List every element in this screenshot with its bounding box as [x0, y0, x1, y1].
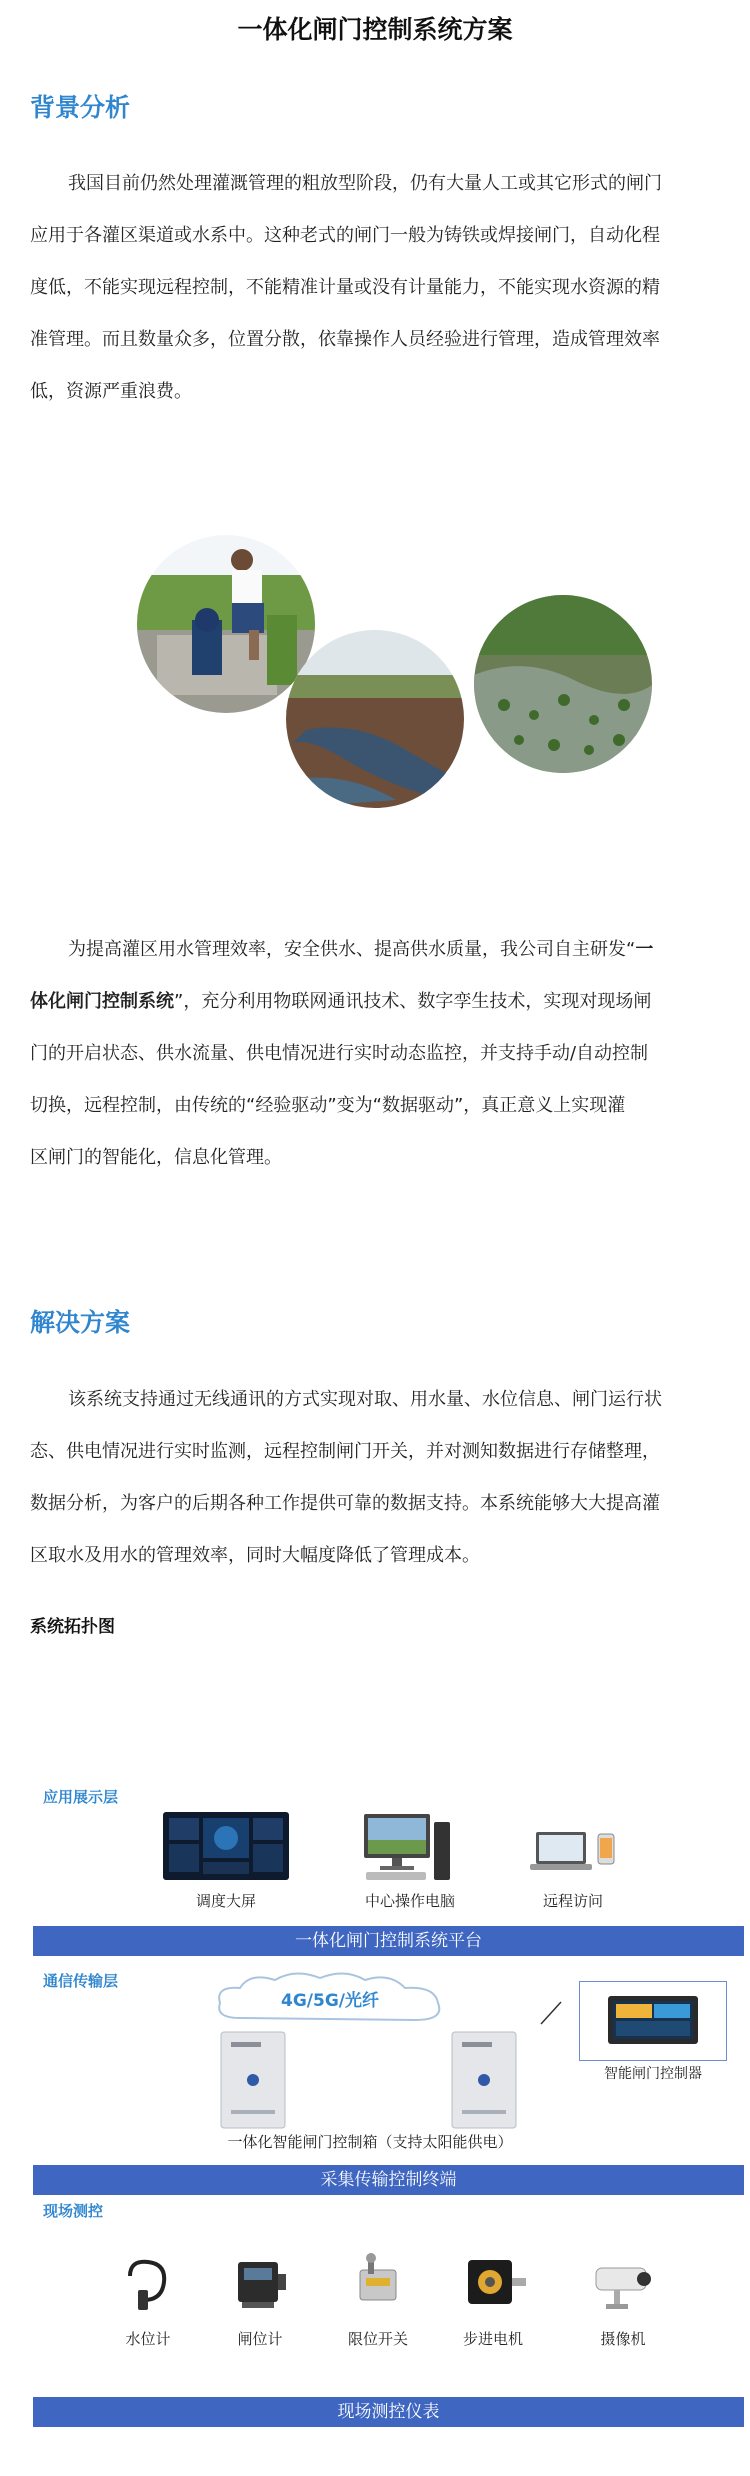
bg2-line-2-bold: 体化闸门控制系统: [30, 991, 174, 1012]
bg-line-3: 度低，不能实现远程控制，不能精准计量或没有计量能力，不能实现水资源的精: [30, 277, 660, 298]
bg2-line-2-text: ”，充分利用物联网通讯技术、数字孪生技术，实现对现场闸: [174, 991, 652, 1012]
app-item-remote: 远程访问: [542, 1892, 603, 1910]
bg2-line-5: 区闸门的智能化，信息化管理。: [30, 1147, 282, 1168]
control-box-1-icon: [217, 2030, 289, 2130]
controller-frame: [579, 1981, 727, 2061]
bg-line-2: 应用于各灌区渠道或水系中。这种老式的闸门一般为铸铁或焊接闸门，自动化程: [30, 225, 660, 246]
field-item-stepper-motor: 步进电机: [462, 2330, 523, 2348]
computer-icon: [362, 1812, 452, 1884]
field-item-gate-meter: 闸位计: [237, 2330, 283, 2348]
bg-line-5: 低，资源严重浪费。: [30, 381, 192, 402]
water-level-meter-icon: [118, 2256, 178, 2312]
limit-switch-icon: [350, 2252, 406, 2312]
sol-line-1: 该系统支持通过无线通讯的方式实现对取、用水量、水位信息、闸门运行状: [68, 1389, 662, 1410]
app-item-big-screen: 调度大屏: [195, 1892, 256, 1910]
background-paragraph-1: [30, 158, 722, 418]
bg-line-4: 准管理。而且数量众多，位置分散，依靠操作人员经验进行管理，造成管理效率: [30, 329, 660, 350]
controller-label: 智能闸门控制器: [604, 2066, 702, 2082]
solution-heading: 解决方案: [30, 1308, 131, 1337]
laptop-phone-icon: [528, 1828, 618, 1878]
bg2-line-3: 门的开启状态、供水流量、供电情况进行实时动态监控，并支持手动/自动控制: [30, 1043, 649, 1064]
sol-line-2: 态、供电情况进行实时监测，远程控制闸门开关，并对测知数据进行存储整理，: [30, 1441, 660, 1462]
page-title: 一体化闸门控制系统方案: [237, 15, 513, 44]
sol-line-4: 区取水及用水的管理效率，同时大幅度降低了管理成本。: [30, 1545, 480, 1566]
link-line: [539, 2000, 563, 2026]
control-box-2-icon: [448, 2030, 520, 2130]
background-paragraph-2: [30, 924, 722, 1184]
bg2-line-1: [30, 924, 722, 976]
terminal-bar: 采集传输控制终端: [33, 2165, 744, 2195]
instrument-bar: 现场测控仪表: [33, 2397, 744, 2427]
bg2-line-1-text: 为提高灌区用水管理效率，安全供水、提高供水质量，我公司自主研发“: [68, 939, 636, 960]
bg2-line-2: [30, 976, 722, 1028]
bg-line-1: 我国目前仍然处理灌溉管理的粗放型阶段，仍有大量人工或其它形式的闸门: [68, 173, 662, 194]
app-item-center-pc: 中心操作电脑: [364, 1892, 455, 1910]
field-layer-label: 现场测控: [43, 2202, 104, 2220]
photo-worker-gate: [137, 535, 315, 713]
platform-bar: 一体化闸门控制系统平台: [33, 1926, 744, 1956]
comm-layer-label: 通信传输层: [43, 1972, 119, 1990]
control-box-caption: 一体化智能闸门控制箱（支持太阳能供电）: [227, 2133, 513, 2151]
camera-icon: [588, 2258, 658, 2314]
gate-meter-icon: [232, 2252, 288, 2312]
photo-field-water: [474, 595, 652, 773]
background-heading: 背景分析: [30, 93, 131, 122]
photo-canal: [286, 630, 464, 808]
field-item-limit-switch: 限位开关: [347, 2330, 408, 2348]
big-screen-icon: [163, 1812, 289, 1880]
bg2-line-4: 切换，远程控制，由传统的“经验驱动”变为“数据驱动”，真正意义上实现灌: [30, 1095, 626, 1116]
field-item-camera: 摄像机: [600, 2330, 646, 2348]
bg2-line-1-bold: 一: [635, 939, 654, 960]
solution-paragraph: [30, 1374, 722, 1582]
cloud-text: 4G/5G/光纤: [281, 1991, 379, 2011]
stepper-motor-icon: [458, 2252, 528, 2312]
topology-title: 系统拓扑图: [30, 1617, 115, 1637]
field-item-water-level: 水位计: [125, 2330, 171, 2348]
sol-line-3: 数据分析，为客户的后期各种工作提供可靠的数据支持。本系统能够大大提高灌: [30, 1493, 660, 1514]
app-layer-label: 应用展示层: [43, 1788, 119, 1806]
